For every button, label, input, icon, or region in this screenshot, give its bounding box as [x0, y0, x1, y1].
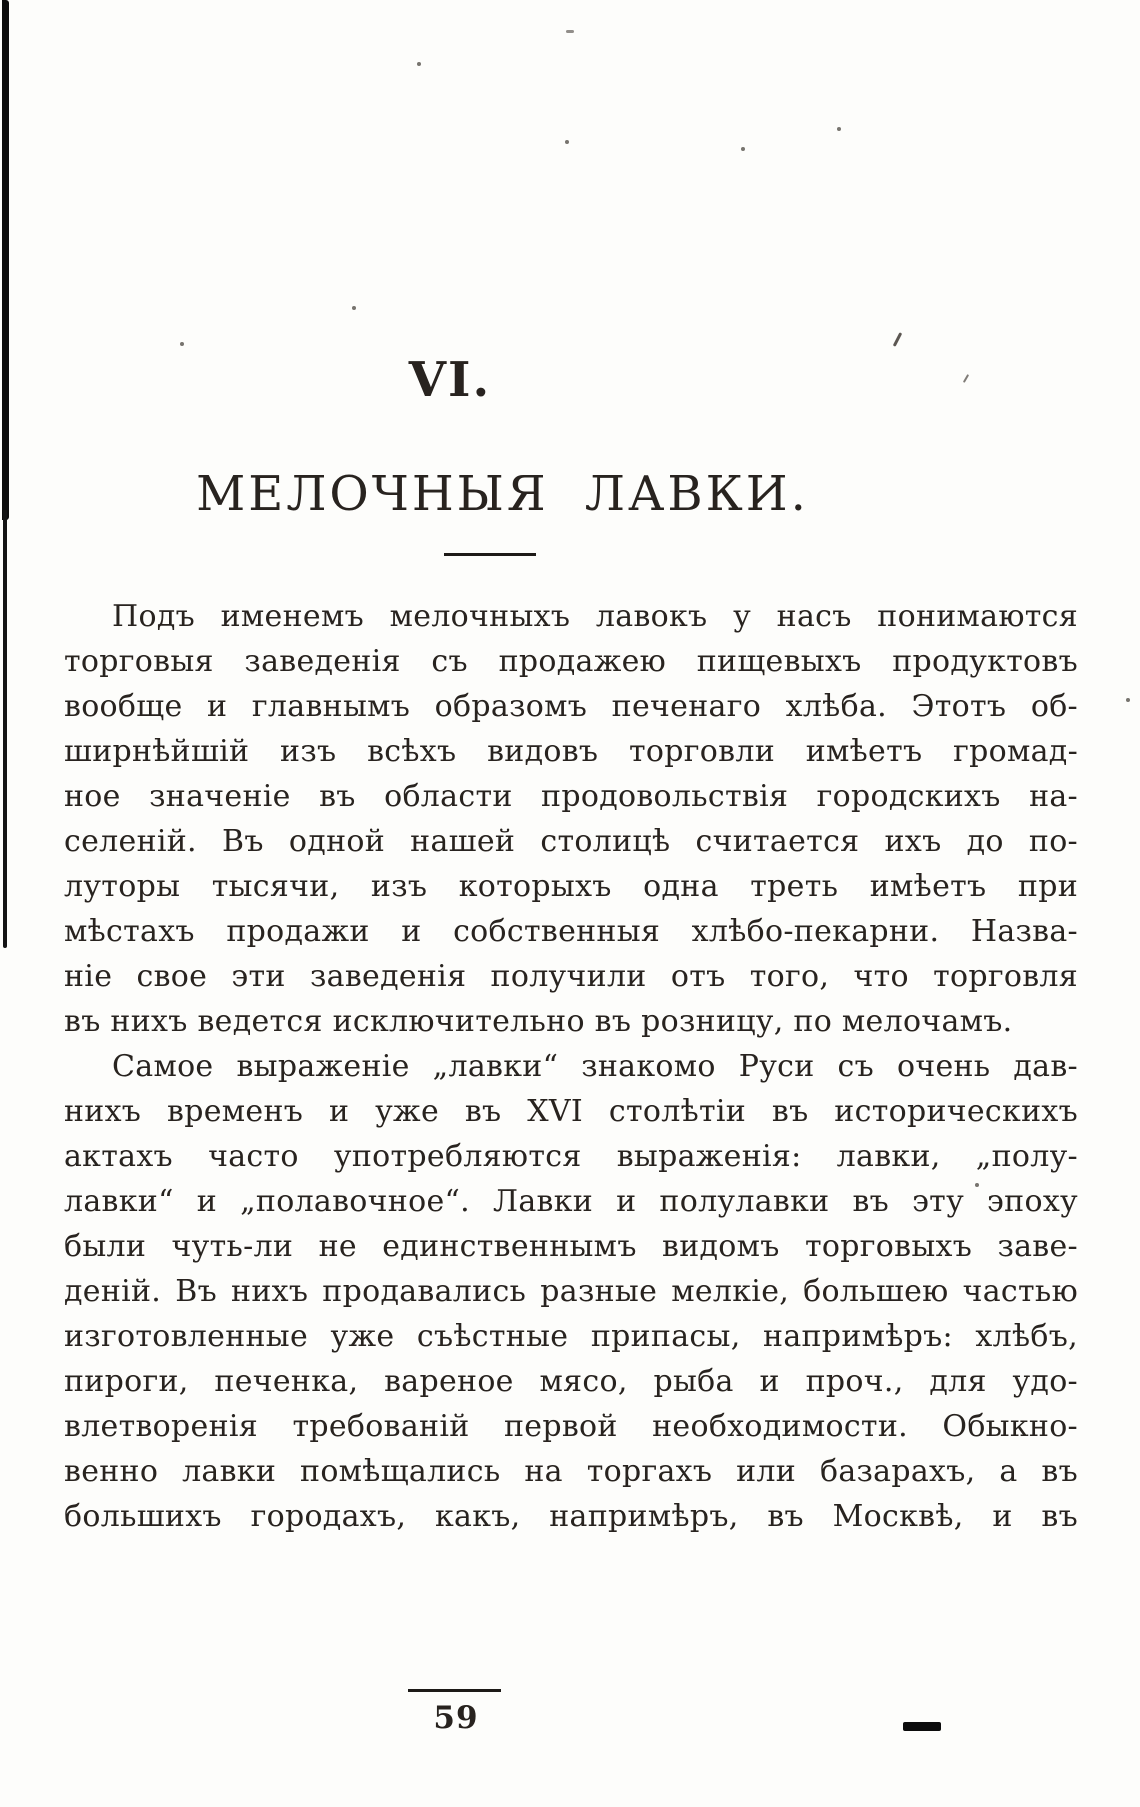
- scan-speck: [565, 140, 569, 144]
- text-line: лавки“ и „полавочное“. Лавки и полулавки въ эту эпоху: [64, 1184, 1078, 1219]
- page-number: 59: [433, 1700, 479, 1736]
- chapter-number: VI.: [408, 352, 492, 408]
- text-line: Подъ именемъ мелочныхъ лавокъ у насъ понимаются: [112, 599, 1078, 634]
- scan-speck: [1126, 698, 1130, 702]
- scan-speck: [837, 127, 841, 131]
- title-divider-rule: [444, 553, 536, 556]
- text-line: венно лавки помѣщались на торгахъ или базарахъ, а въ: [64, 1454, 1078, 1489]
- chapter-title: МЕЛОЧНЫЯ ЛАВКИ.: [196, 466, 809, 522]
- scan-speck: [963, 374, 969, 383]
- text-line: влетворенія требованій первой необходимости. Обыкно-: [64, 1409, 1078, 1444]
- text-line: ширнѣйшій изъ всѣхъ видовъ торговли имѣетъ громад-: [64, 734, 1078, 769]
- text-line: изготовленные уже съѣстные припасы, напримѣръ: хлѣбъ,: [64, 1319, 1078, 1354]
- scan-speck: [352, 306, 356, 310]
- body-text: [64, 594, 1078, 1539]
- scan-speck: [417, 62, 421, 66]
- footer-rule: [408, 1689, 501, 1692]
- scan-speck: [893, 332, 902, 347]
- paragraph-1: [64, 594, 1078, 1044]
- ink-mark: [903, 1722, 941, 1731]
- text-line: деній. Въ нихъ продавались разные мелкіе, большею частью: [64, 1274, 1078, 1309]
- text-line: пироги, печенка, вареное мясо, рыба и проч., для удо-: [64, 1364, 1078, 1399]
- text-line: большихъ городахъ, какъ, напримѣръ, въ Москвѣ, и въ: [64, 1499, 1078, 1534]
- binding-edge-line-lower: [3, 510, 7, 948]
- scan-speck: [741, 147, 745, 151]
- paragraph-2: [64, 1044, 1078, 1539]
- text-line: вообще и главнымъ образомъ печенаго хлѣба. Этотъ об-: [64, 689, 1078, 724]
- binding-edge-line: [2, 0, 9, 520]
- text-line: ніе свое эти заведенія получили отъ того, что торговля: [64, 959, 1078, 994]
- text-line: были чуть-ли не единственнымъ видомъ торговыхъ заве-: [64, 1229, 1078, 1264]
- text-line: въ нихъ ведется исключительно въ розницу, по мелочамъ.: [64, 1004, 1013, 1039]
- text-line: селеній. Въ одной нашей столицѣ считается ихъ до по-: [64, 824, 1078, 859]
- scan-speck: [180, 342, 184, 346]
- text-line: актахъ часто употребляются выраженія: лавки, „полу-: [64, 1139, 1078, 1174]
- text-line: ное значеніе въ области продовольствія городскихъ на-: [64, 779, 1078, 814]
- text-line: торговыя заведенія съ продажею пищевыхъ продуктовъ: [64, 644, 1078, 679]
- text-line: Самое выраженіе „лавки“ знакомо Руси съ очень дав-: [112, 1049, 1078, 1084]
- text-line: мѣстахъ продажи и собственныя хлѣбо-пекарни. Назва-: [64, 914, 1078, 949]
- text-line: нихъ временъ и уже въ XVI столѣтіи въ историческихъ: [64, 1094, 1078, 1129]
- scan-speck: [566, 30, 574, 33]
- text-line: луторы тысячи, изъ которыхъ одна треть имѣетъ при: [64, 869, 1078, 904]
